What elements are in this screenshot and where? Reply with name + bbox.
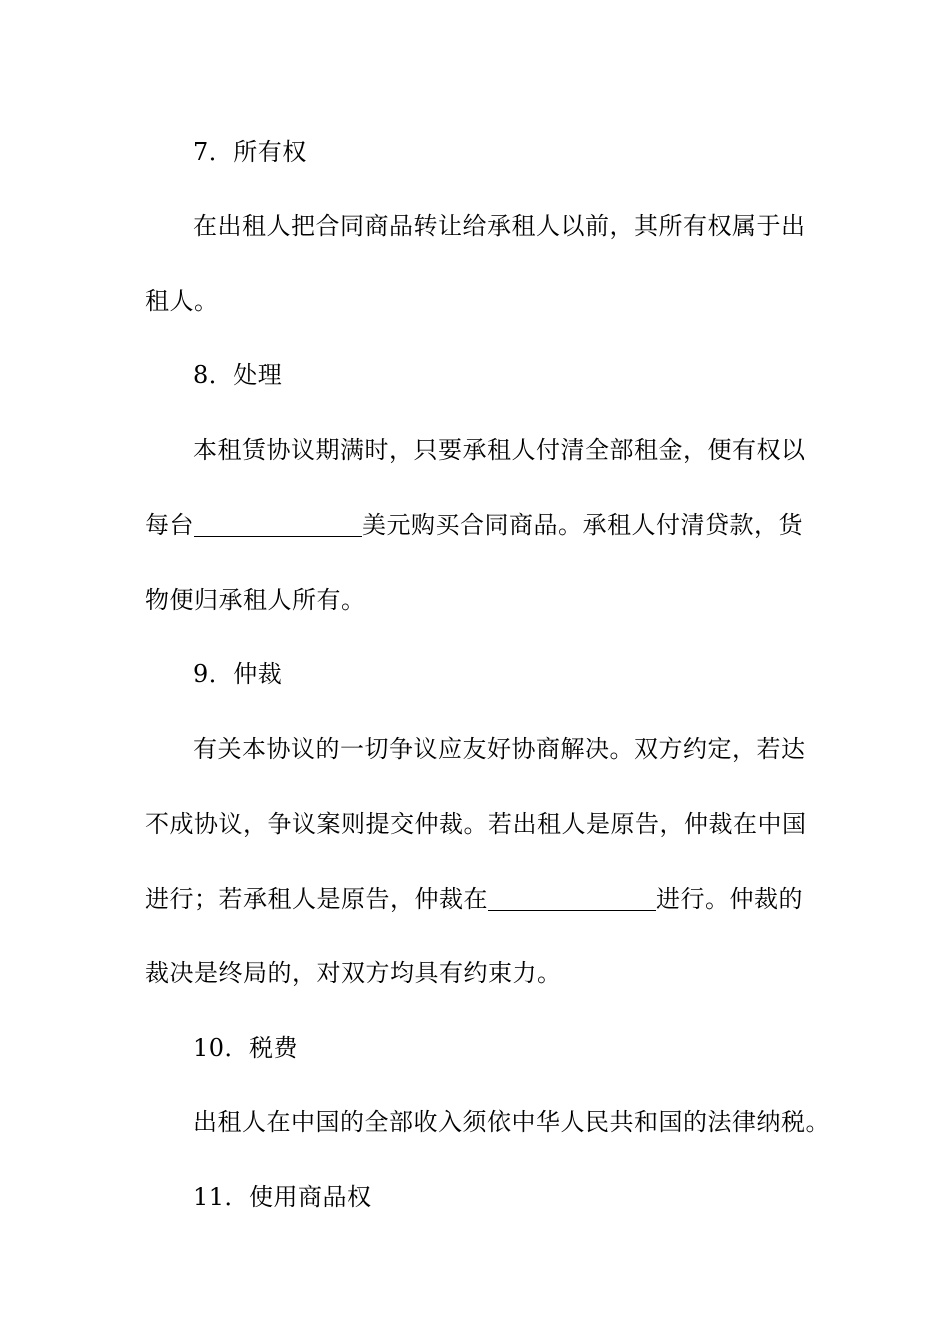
paragraph-line: 不成协议，争议案则提交仲裁。若出租人是原告，仲裁在中国 [145,810,807,838]
fill-in-blank-price [194,512,362,537]
paragraph-line: 在出租人把合同商品转让给承租人以前，其所有权属于出 [193,212,806,240]
fill-in-blank-place [488,886,656,911]
paragraph-line: 有关本协议的一切争议应友好协商解决。双方约定，若达 [193,735,806,763]
paragraph-line: 出租人在中国的全部收入须依中华人民共和国的法律纳税。 [193,1108,830,1136]
section-heading-use-right: 11．使用商品权 [193,1183,372,1211]
text-fragment: 进行；若承租人是原告，仲裁在 [145,885,488,913]
section-heading-taxes: 10．税费 [193,1034,299,1062]
section-heading-ownership: 7．所有权 [193,138,307,166]
paragraph-line-with-blank [145,510,810,540]
paragraph-line: 本租赁协议期满时，只要承租人付清全部租金，便有权以 [193,436,806,464]
paragraph-line: 裁决是终局的，对双方均具有约束力。 [145,959,562,987]
text-fragment: 每台 [145,511,194,539]
section-heading-disposal: 8．处理 [193,361,283,389]
paragraph-line-with-blank [145,884,810,914]
text-fragment: 美元购买合同商品。承租人付清贷款，货 [362,511,803,539]
section-heading-arbitration: 9．仲裁 [193,660,283,688]
paragraph-line: 租人。 [145,287,219,315]
text-fragment: 进行。仲裁的 [656,885,803,913]
paragraph-line: 物便归承租人所有。 [145,586,366,614]
